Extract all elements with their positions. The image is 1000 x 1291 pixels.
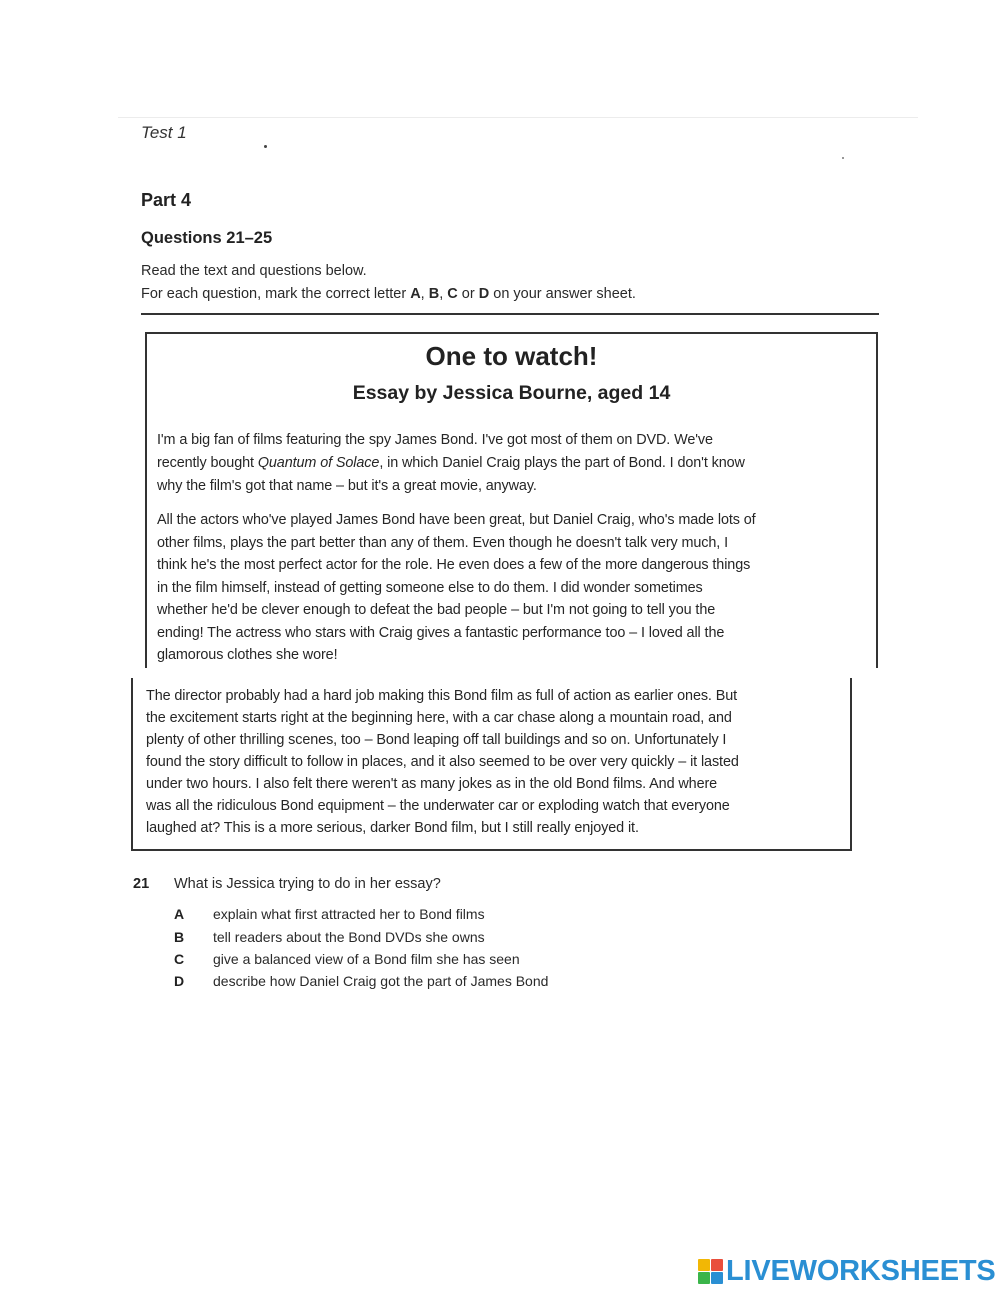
essay-line: glamorous clothes she wore! [157,647,338,663]
essay-line: under two hours. I also felt there weren't as many jokes as in the old Bond films. And where [146,776,718,792]
brand-name: LIVEWORKSHEETS [726,1254,996,1287]
liveworksheets-logo-icon [698,1259,723,1284]
essay-line: found the story difficult to follow in places, and it also seemed to be over very quickly – it lasted [146,754,739,770]
option-text-a[interactable]: explain what first attracted her to Bond films [213,906,485,922]
instruction-line-1: Read the text and questions below. [141,263,367,279]
part-title: Part 4 [141,190,192,210]
essay-line: was all the ridiculous Bond equipment – the underwater car or exploding watch that everyone [146,798,730,814]
question-number: 21 [133,876,150,892]
essay-line: whether he'd be clever enough to defeat the bad people – but I'm not going to tell you the [157,602,716,618]
option-letter-a[interactable]: A [174,906,185,922]
option-letter-c[interactable]: C [174,951,185,967]
essay-subtitle: Essay by Jessica Bourne, aged 14 [352,382,671,404]
option-text-c[interactable]: give a balanced view of a Bond film she has seen [213,951,520,967]
instruction-line-2: For each question, mark the correct letter A, B, C or D on your answer sheet. [141,286,636,302]
question-text: What is Jessica trying to do in her essay? [174,876,441,892]
scan-speck [842,157,844,159]
essay-line: All the actors who've played James Bond have been great, but Daniel Craig, who's made lots of [157,512,756,528]
test-label: Test 1 [141,123,187,142]
essay-line: The director probably had a hard job making this Bond film as full of action as earlier ones. But [146,688,738,704]
essay-line: in the film himself, instead of getting someone else to do them. I did wonder sometimes [157,580,703,596]
top-divider [118,117,918,118]
essay-line: laughed at? This is a more serious, darker Bond film, but I still really enjoyed it. [146,820,639,836]
option-text-b[interactable]: tell readers about the Bond DVDs she owns [213,929,485,945]
essay-line: recently bought Quantum of Solace, in which Daniel Craig plays the part of Bond. I don't know [157,455,745,471]
essay-line: think he's the most perfect actor for the role. He even does a few of the more dangerous things [157,557,751,573]
liveworksheets-brand [698,1256,996,1286]
scan-speck [264,145,267,148]
section-rule [141,313,879,315]
logo-cell [711,1259,723,1271]
questions-range: Questions 21–25 [141,229,273,247]
essay-line: the excitement starts right at the beginning here, with a car chase along a mountain road, and [146,710,732,726]
logo-cell [698,1272,710,1284]
option-text-d[interactable]: describe how Daniel Craig got the part of James Bond [213,973,549,989]
essay-line: other films, plays the part better than any of them. Even though he doesn't talk very much, I [157,535,728,551]
essay-line: I'm a big fan of films featuring the spy James Bond. I've got most of them on DVD. We've [157,432,713,448]
option-letter-d[interactable]: D [174,973,185,989]
logo-cell [711,1272,723,1284]
essay-line: plenty of other thrilling scenes, too – Bond leaping off tall buildings and so on. Unfortunately I [146,732,727,748]
option-letter-b[interactable]: B [174,929,185,945]
essay-line: why the film's got that name – but it's a great movie, anyway. [157,478,537,494]
essay-title: One to watch! [425,341,598,371]
essay-line: ending! The actress who stars with Craig gives a fantastic performance too – I loved all the [157,625,725,641]
logo-cell [698,1259,710,1271]
